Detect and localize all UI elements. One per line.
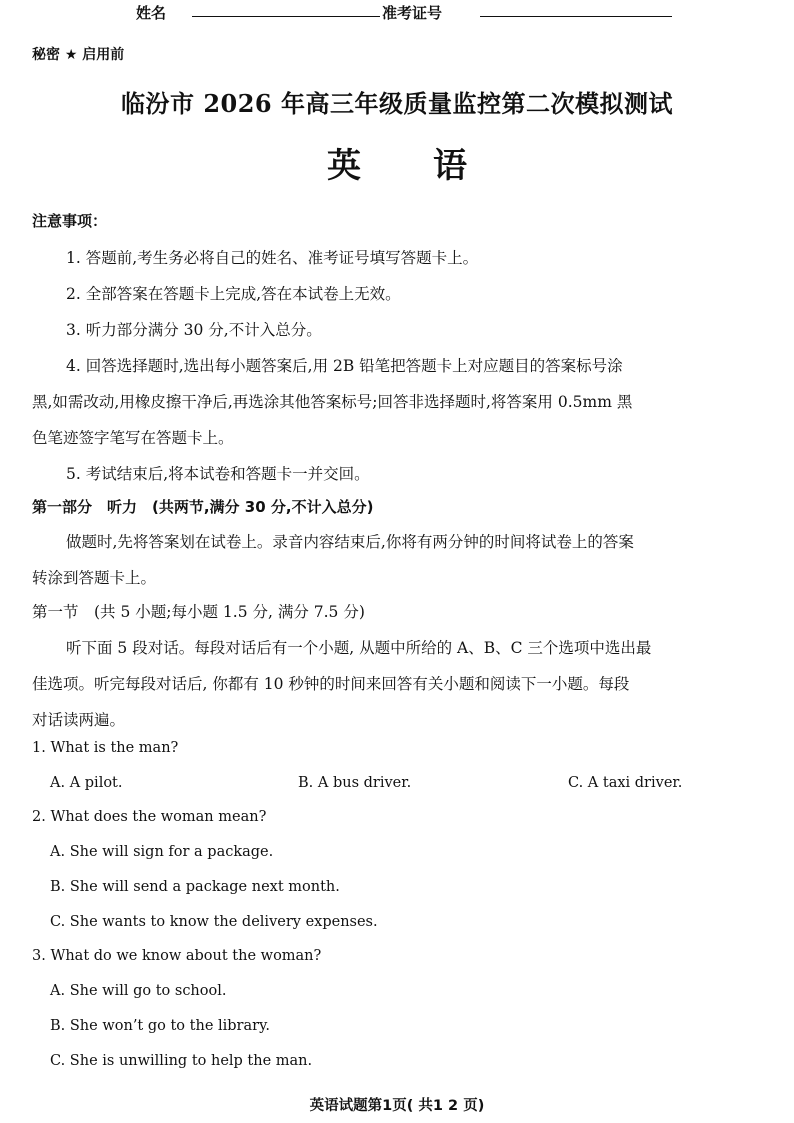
question-3-option-c: C. She is unwilling to help the man. (50, 1053, 313, 1069)
question-1-stem: 1. What is the man? (32, 740, 179, 756)
section1-line-1: 听下面 5 段对话。每段对话后有一个小题, 从题中所给的 A、B、C 三个选项中选出最 (66, 639, 652, 657)
question-3-option-b: B. She won’t go to the library. (50, 1018, 270, 1034)
subject-title: 英语 (327, 146, 539, 186)
question-2-option-b: B. She will send a package next month. (50, 879, 340, 895)
question-2-stem: 2. What does the woman mean? (32, 809, 267, 825)
name-blank (192, 2, 380, 17)
question-1-option-b: B. A bus driver. (298, 775, 412, 791)
section1-line-2: 佳选项。听完每段对话后, 你都有 10 秒钟的时间来回答有关小题和阅读下一小题。每段 (32, 675, 630, 693)
notice-item-5: 5. 考试结束后,将本试卷和答题卡一并交回。 (66, 465, 370, 483)
notice-item-3: 3. 听力部分满分 30 分,不计入总分。 (66, 321, 322, 339)
notice-item-4-line-3: 色笔迹签字笔写在答题卡上。 (32, 429, 234, 447)
page-footer: 英语试题第1页( 共1 2 页) (309, 1098, 485, 1114)
question-1-option-c: C. A taxi driver. (568, 775, 683, 791)
exam-title: 临汾市 2026 年高三年级质量监控第二次模拟测试 (120, 89, 673, 118)
exam-id-blank (480, 2, 672, 17)
part1-intro-line-2: 转涂到答题卡上。 (32, 569, 157, 587)
notice-item-1: 1. 答题前,考生务必将自己的姓名、准考证号填写答题卡上。 (66, 249, 479, 267)
name-label: 姓名 (136, 4, 167, 22)
part1-heading: 第一部分 听力 (共两节,满分 30 分,不计入总分) (32, 498, 374, 516)
notice-item-2: 2. 全部答案在答题卡上完成,答在本试卷上无效。 (66, 285, 401, 303)
part1-intro-line-1: 做题时,先将答案划在试卷上。录音内容结束后,你将有两分钟的时间将试卷上的答案 (66, 533, 634, 551)
notice-heading: 注意事项： (32, 212, 108, 230)
question-1-option-a: A. A pilot. (50, 775, 123, 791)
section1-heading: 第一节 (共 5 小题;每小题 1.5 分, 满分 7.5 分) (32, 603, 365, 621)
question-2-option-c: C. She wants to know the delivery expenses. (50, 914, 378, 930)
question-3-option-a: A. She will go to school. (50, 983, 227, 999)
secret-note: 秘密 ★ 启用前 (32, 47, 125, 63)
exam-id-label: 准考证号 (382, 4, 443, 22)
notice-item-4-line-2: 黑,如需改动,用橡皮擦干净后,再选涂其他答案标号;回答非选择题时,将答案用 0.5mm 黑 (32, 393, 633, 411)
question-2-option-a: A. She will sign for a package. (50, 844, 274, 860)
notice-item-4-line-1: 4. 回答选择题时,选出每小题答案后,用 2B 铅笔把答题卡上对应题目的答案标号涂 (66, 357, 623, 375)
section1-line-3: 对话读两遍。 (32, 711, 126, 729)
question-3-stem: 3. What do we know about the woman? (32, 948, 322, 964)
